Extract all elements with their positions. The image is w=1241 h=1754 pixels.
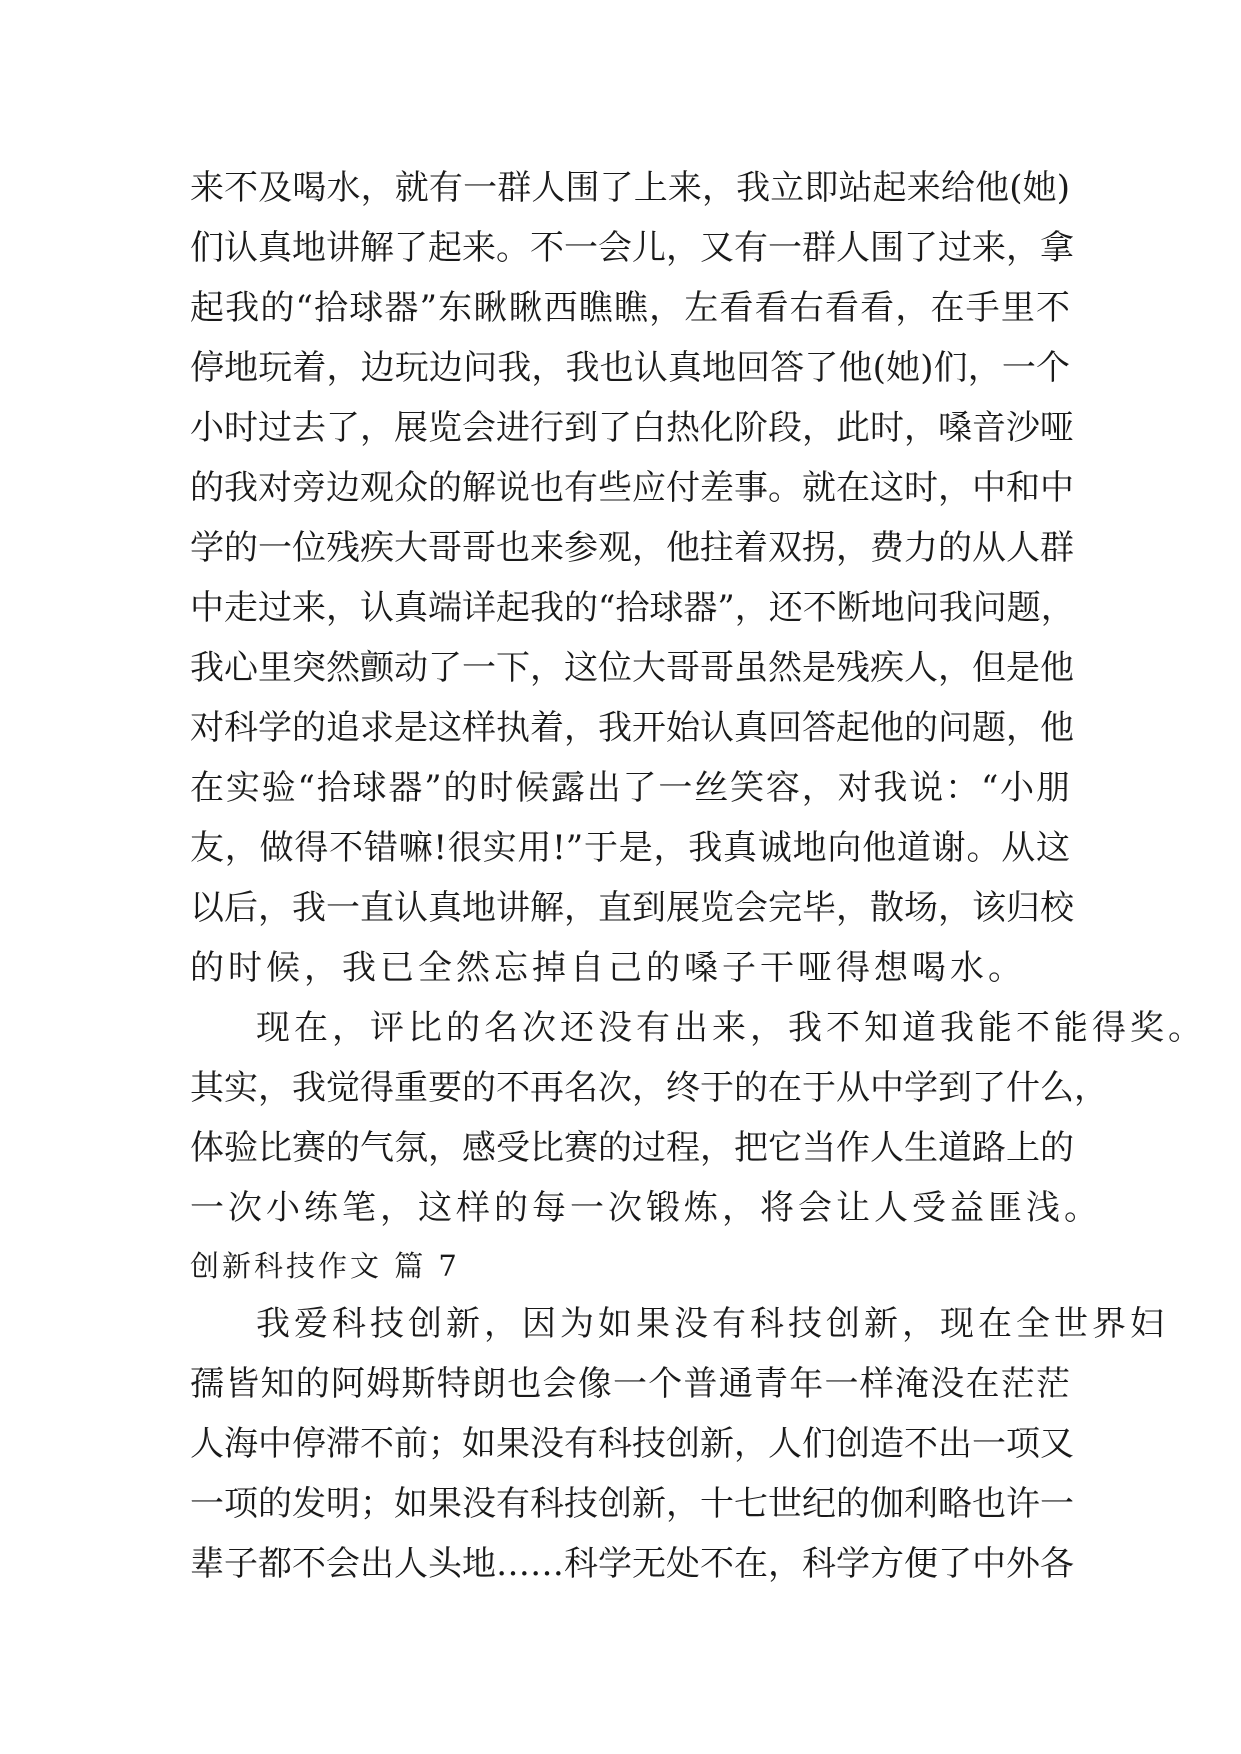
paragraph-line: 中走过来，认真端详起我的“拾球器”，还不断地问我问题，	[190, 588, 1075, 628]
paragraph-line: 起我的“拾球器”东瞅瞅西瞧瞧，左看看右看看，在手里不	[190, 288, 1070, 328]
paragraph-line: 以后，我一直认真地讲解，直到展览会完毕，散场，该归校	[190, 888, 1074, 928]
paragraph-line: 辈子都不会出人头地……科学无处不在，科学方便了中外各	[190, 1544, 1074, 1584]
paragraph-line: 一项的发明；如果没有科技创新，十七世纪的伽利略也许一	[190, 1484, 1074, 1524]
paragraph-line: 来不及喝水，就有一群人围了上来，我立即站起来给他(她)	[190, 168, 1070, 208]
paragraph-line: 其实，我觉得重要的不再名次，终于的在于从中学到了什么，	[190, 1068, 1108, 1108]
paragraph-line: 的我对旁边观众的解说也有些应付差事。就在这时，中和中	[190, 468, 1074, 508]
paragraph-line: 我爱科技创新，因为如果没有科技创新，现在全世界妇	[256, 1304, 1168, 1344]
paragraph-line: 停地玩着，边玩边问我，我也认真地回答了他(她)们，一个	[190, 348, 1070, 388]
paragraph-line: 的时候，我已全然忘掉自己的嗓子干哑得想喝水。	[190, 948, 1026, 988]
paragraph-line: 我心里突然颤动了一下，这位大哥哥虽然是残疾人，但是他	[190, 648, 1074, 688]
paragraph-line: 学的一位残疾大哥哥也来参观，他拄着双拐，费力的从人群	[190, 528, 1074, 568]
paragraph-line: 孺皆知的阿姆斯特朗也会像一个普通青年一样淹没在茫茫	[190, 1364, 1070, 1404]
paragraph-line: 对科学的追求是这样执着，我开始认真回答起他的问题，他	[190, 708, 1074, 748]
paragraph-line: 人海中停滞不前；如果没有科技创新，人们创造不出一项又	[190, 1424, 1074, 1464]
paragraph-line: 一次小练笔，这样的每一次锻炼，将会让人受益匪浅。	[190, 1188, 1102, 1228]
section-heading: 创新科技作文 篇 7	[190, 1249, 460, 1283]
paragraph-line: 们认真地讲解了起来。不一会儿，又有一群人围了过来，拿	[190, 228, 1074, 268]
paragraph-line: 现在，评比的名次还没有出来，我不知道我能不能得奖。	[256, 1008, 1206, 1048]
paragraph-line: 友，做得不错嘛!很实用!”于是，我真诚地向他道谢。从这	[190, 828, 1070, 868]
article-body	[190, 158, 1206, 1594]
paragraph-line: 体验比赛的气氛，感受比赛的过程，把它当作人生道路上的	[190, 1128, 1074, 1168]
paragraph-line: 小时过去了，展览会进行到了白热化阶段，此时，嗓音沙哑	[190, 408, 1074, 448]
paragraph-line: 在实验“拾球器”的时候露出了一丝笑容，对我说：“小朋	[190, 768, 1070, 808]
